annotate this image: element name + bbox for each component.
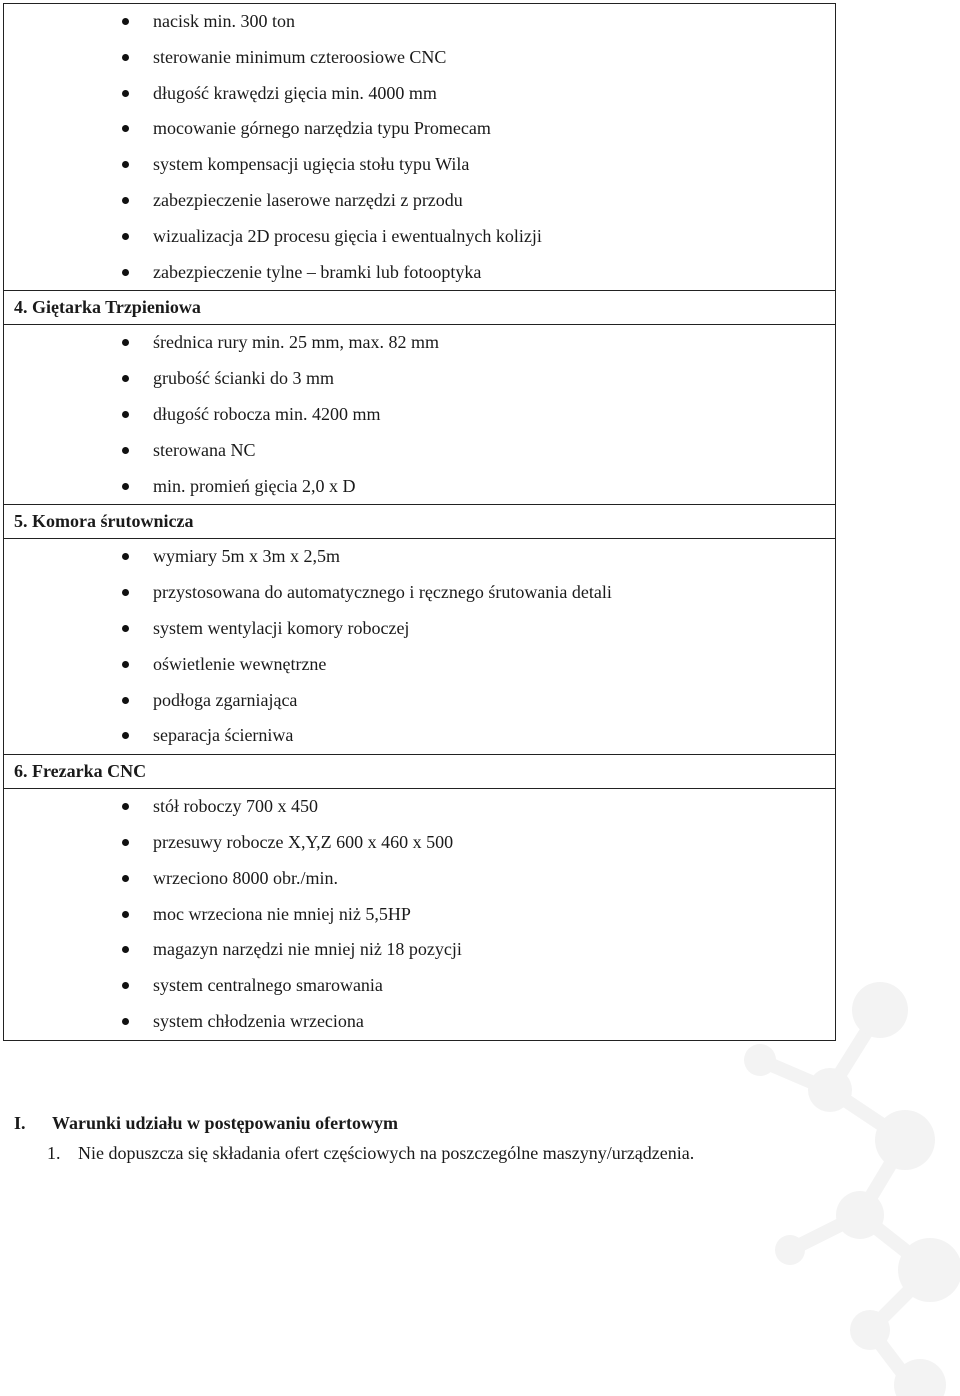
machine-number: 4. bbox=[14, 297, 28, 318]
list-item: system centralnego smarowania bbox=[4, 968, 835, 1004]
list-item: grubość ścianki do 3 mm bbox=[4, 361, 835, 397]
section-title bbox=[14, 1108, 914, 1138]
list-item: sterowana NC bbox=[4, 433, 835, 469]
list-item: średnica rury min. 25 mm, max. 82 mm bbox=[4, 325, 835, 361]
machine-items-cell bbox=[4, 539, 836, 755]
bullet-icon bbox=[122, 269, 129, 276]
bullet-icon bbox=[122, 411, 129, 418]
section-number: I. bbox=[14, 1113, 26, 1133]
machine-heading bbox=[4, 291, 835, 324]
machine-items-cell bbox=[4, 789, 836, 1041]
list-item: podłoga zgarniająca bbox=[4, 683, 835, 719]
bullet-icon bbox=[122, 483, 129, 490]
bullet-icon bbox=[122, 1018, 129, 1025]
machine-bullet-list bbox=[4, 789, 835, 1040]
list-item: zabezpieczenie laserowe narzędzi z przodu bbox=[4, 183, 835, 219]
bullet-icon bbox=[122, 197, 129, 204]
bullet-icon bbox=[122, 661, 129, 668]
list-item: wymiary 5m x 3m x 2,5m bbox=[4, 539, 835, 575]
list-item: przesuwy robocze X,Y,Z 600 x 460 x 500 bbox=[4, 825, 835, 861]
bullet-icon bbox=[122, 90, 129, 97]
bullet-icon bbox=[122, 839, 129, 846]
bullet-icon bbox=[122, 18, 129, 25]
bullet-icon bbox=[122, 54, 129, 61]
list-item: długość robocza min. 4200 mm bbox=[4, 397, 835, 433]
machine-number: 6. bbox=[14, 761, 28, 782]
bullet-icon bbox=[122, 732, 129, 739]
bullet-icon bbox=[122, 161, 129, 168]
item-number: 1. bbox=[47, 1143, 61, 1163]
machine-heading bbox=[4, 505, 835, 538]
bullet-icon bbox=[122, 589, 129, 596]
list-item: system chłodzenia wrzeciona bbox=[4, 1004, 835, 1040]
list-item: oświetlenie wewnętrzne bbox=[4, 647, 835, 683]
list-item: separacja ścierniwa bbox=[4, 718, 835, 754]
bullet-icon bbox=[122, 375, 129, 382]
list-item: nacisk min. 300 ton bbox=[4, 4, 835, 40]
machine-items-cell bbox=[4, 325, 836, 505]
list-item: zabezpieczenie tylne – bramki lub fotooptyka bbox=[4, 255, 835, 291]
bullet-icon bbox=[122, 946, 129, 953]
continued-bullet-list bbox=[4, 4, 835, 290]
list-item: system kompensacji ugięcia stołu typu Wila bbox=[4, 147, 835, 183]
list-item: sterowanie minimum czteroosiowe CNC bbox=[4, 40, 835, 76]
bullet-icon bbox=[122, 982, 129, 989]
table-row bbox=[4, 789, 836, 1041]
machine-header-cell bbox=[4, 505, 836, 539]
table-row bbox=[4, 4, 836, 291]
list-item: min. promień gięcia 2,0 x D bbox=[4, 469, 835, 505]
bullet-icon bbox=[122, 803, 129, 810]
machine-bullet-list bbox=[4, 539, 835, 754]
list-item bbox=[14, 1138, 914, 1168]
bullet-icon bbox=[122, 553, 129, 560]
machine-name: Giętarka Trzpieniowa bbox=[32, 297, 201, 318]
section-conditions bbox=[14, 1108, 914, 1168]
table-row bbox=[4, 325, 836, 505]
bullet-icon bbox=[122, 233, 129, 240]
table-row bbox=[4, 755, 836, 789]
table-row bbox=[4, 505, 836, 539]
machine-header-cell bbox=[4, 291, 836, 325]
section-heading: Warunki udziału w postępowaniu ofertowym bbox=[52, 1113, 399, 1133]
continued-items-cell bbox=[4, 4, 836, 291]
table-row bbox=[4, 539, 836, 755]
item-text: Nie dopuszcza się składania ofert częściowych na poszczególne maszyny/urządzenia. bbox=[78, 1143, 695, 1163]
machine-heading bbox=[4, 755, 835, 788]
list-item: moc wrzeciona nie mniej niż 5,5HP bbox=[4, 897, 835, 933]
machine-name: Frezarka CNC bbox=[32, 761, 147, 782]
list-item: wizualizacja 2D procesu gięcia i ewentualnych kolizji bbox=[4, 219, 835, 255]
machine-name: Komora śrutownicza bbox=[32, 511, 194, 532]
machine-number: 5. bbox=[14, 511, 28, 532]
bullet-icon bbox=[122, 875, 129, 882]
machine-bullet-list bbox=[4, 325, 835, 504]
list-item: system wentylacji komory roboczej bbox=[4, 611, 835, 647]
machine-spec-table bbox=[3, 3, 836, 1041]
bullet-icon bbox=[122, 339, 129, 346]
list-item: stół roboczy 700 x 450 bbox=[4, 789, 835, 825]
bullet-icon bbox=[122, 911, 129, 918]
bullet-icon bbox=[122, 697, 129, 704]
machine-header-cell bbox=[4, 755, 836, 789]
list-item: wrzeciono 8000 obr./min. bbox=[4, 861, 835, 897]
bullet-icon bbox=[122, 447, 129, 454]
list-item: przystosowana do automatycznego i ręcznego śrutowania detali bbox=[4, 575, 835, 611]
list-item: magazyn narzędzi nie mniej niż 18 pozycji bbox=[4, 932, 835, 968]
list-item: długość krawędzi gięcia min. 4000 mm bbox=[4, 76, 835, 112]
list-item: mocowanie górnego narzędzia typu Promecam bbox=[4, 111, 835, 147]
bullet-icon bbox=[122, 625, 129, 632]
table-row bbox=[4, 291, 836, 325]
bullet-icon bbox=[122, 125, 129, 132]
